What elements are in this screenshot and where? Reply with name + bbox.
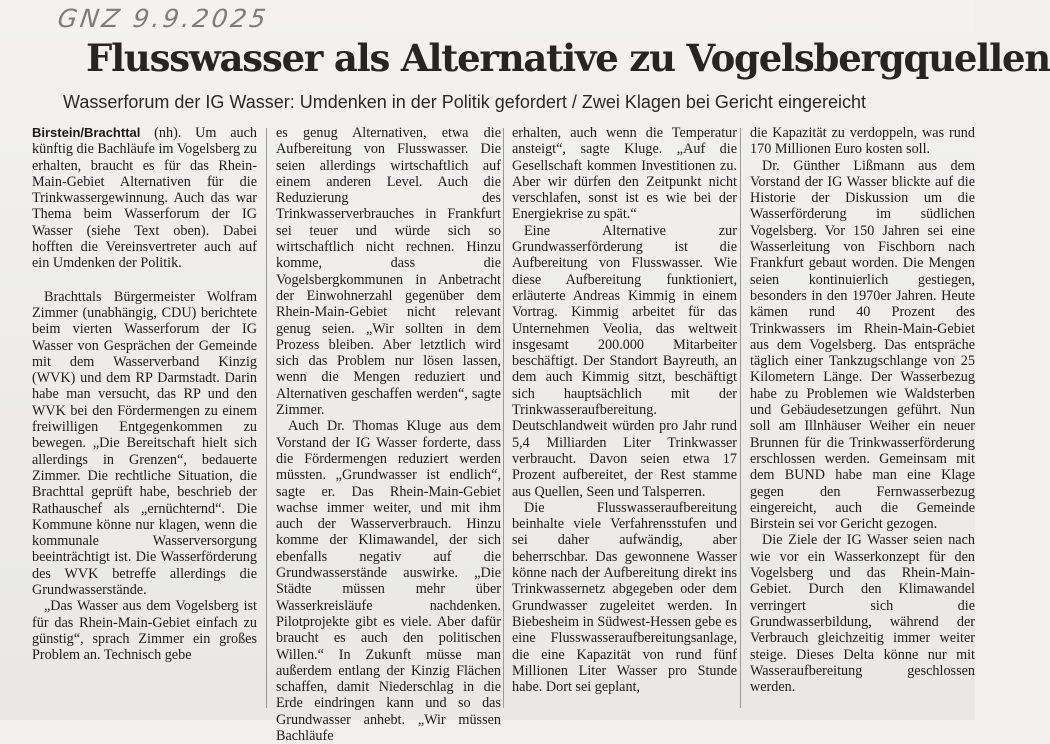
column-divider <box>740 128 741 708</box>
article-headline: Flusswasser als Alternative zu Vogelsbergquellen <box>86 36 1050 80</box>
article-column-4 <box>750 125 975 715</box>
column-1-paragraph-2: Brachttals Bürgermeister Wolfram Zimmer (unabhängig, CDU) berichtete beim vierten Wasserforum der IG Wasser von Gesprächen der Gemeinde mit dem Wasserverband Kinzig (WVK) und dem RP Darmstadt. Darin habe man versucht, das RP und den WVK bei den Fördermengen zu einem freiwilligen Entgegenkommen zu bewegen. „Die Bereitschaft hielt sich allerdings in Grenzen“, bedauerte Zimmer. Die rechtliche Situation, die Brachttal geprüft habe, beschrieb der Rathauschef als „ernüchternd“. Die Kommune könne nur klagen, wenn die kommunale Wasserversorgung beeinträchtigt ist. Die Wasserförderung des WVK betreffe allerdings die Grundwasserstände. <box>32 288 257 599</box>
column-3-paragraph-2: Eine Alternative zur Grundwasserförderung ist die Aufbereitung von Flusswasser. Wie diese Aufbereitung funktioniert, erläuterte Andreas Kimmig in einem Vortrag. Kimmig arbeitet für das Unternehmen Veolia, das weltweit insgesamt 200.000 Mitarbeiter beschäftigt. Der Standort Bayreuth, an dem auch Kimmig sitzt, beschäftigt sich hauptsächlich mit der Trinkwasseraufbereitung. Deutschlandweit würden pro Jahr rund 5,4 Milliarden Liter Trinkwasser verbraucht. Davon seien etwa 17 Prozent aufbereitet, der Rest stamme aus Quellen, Seen und Talsperren. <box>512 222 737 500</box>
column-2-paragraph-1: es genug Alternativen, etwa die Aufbereitung von Flusswasser. Die seien allerdings wirtschaftlich auf einem anderen Level. Auch die Reduzierung des Trinkwasserverbrauches in Frankfurt sei teuer und würde sich so wirtschaftlich nicht rechnen. Hinzu komme, dass die Vogelsbergkommunen in Anbetracht der Einwohnerzahl gegenüber dem Rhein-Main-Gebiet nicht relevant genug seien. „Wir sollten in dem Prozess bleiben. Aber letztlich wird sich das Problem nur lösen lassen, wenn die Mengen reduziert und Alternativen geschaffen werden“, sagte Zimmer. <box>276 125 501 419</box>
column-2-paragraph-2: Auch Dr. Thomas Kluge aus dem Vorstand der IG Wasser forderte, dass die Fördermengen reduziert werden müssten. „Grundwasser ist endlich“, sagte er. Das Rhein-Main-Gebiet wachse immer weiter, und mit ihm auch der Wasserverbrauch. Hinzu komme der Klimawandel, der sich ebenfalls negativ auf die Grundwasserstände auswirke. „Die Städte müssen mehr über Wasserkreisläufe nachdenken. Pilotprojekte gibt es viele. Aber dafür braucht es auch den politischen Willen.“ In Zukunft müsse man außerdem entlang der Kinzig Flächen schaffen, damit Niederschlag in die Erde eindringen kann und so das Grundwasser anhebt. „Wir müssen Bachläufe <box>276 418 501 744</box>
column-4-paragraph-3: Die Ziele der IG Wasser seien nach wie vor ein Wasserkonzept für den Vogelsberg und das Rhein-Main-Gebiet. Durch den Klimawandel verringert sich die Grundwasserbildung, während der Verbrauch gleichzeitig immer weiter steige. Dieses Delta könne nur mit Wasseraufbereitung geschlossen werden. <box>750 532 975 696</box>
column-divider <box>266 128 267 708</box>
column-1-paragraph-1 <box>32 125 257 272</box>
column-divider <box>503 128 504 708</box>
column-4-paragraph-1: die Kapazität zu verdoppeln, was rund 170 Millionen Euro kosten soll. <box>750 125 975 158</box>
article-column-1 <box>32 125 257 715</box>
column-4-paragraph-2: Dr. Günther Lißmann aus dem Vorstand der IG Wasser blickte auf die Historie der Diskussion um die Wasserförderung im südlichen Vogelsberg. Vor 150 Jahren sei eine Wasserleitung von Fischborn nach Frankfurt gebaut worden. Die Mengen seien kontinuierlich gestiegen, besonders in den 1970er Jahren. Heute kämen rund 40 Prozent des Trinkwassers im Rhein-Main-Gebiet aus dem Vogelsberg. Das entspräche täglich einer Tankzugschlange von 25 Kilometern Länge. Der Wasserbezug habe zu Problemen wie Waldsterben und Gebäudesetzungen geführt. Nun soll am Illnhäuser Weiher ein neuer Brunnen für die Trinkwasserförderung erschlossen werden. Gemeinsam mit dem BUND habe man eine Klage gegen den Fernwasserbezug eingereicht, auch die Gemeinde Birstein sei vor Gericht gezogen. <box>750 157 975 533</box>
article-subheadline: Wasserforum der IG Wasser: Umdenken in der Politik gefordert / Zwei Klagen bei Gericht eingereicht <box>63 92 866 112</box>
article-column-2 <box>276 125 501 744</box>
article-column-3 <box>512 125 737 715</box>
column-1-lead-text: (nh). Um auch künftig die Bachläufe im Vogelsberg zu erhalten, braucht es für das Rhein-Main-Gebiet Alternativen für die Trinkwassergewinnung. Auch das war Thema beim Wasserforum der IG Wasser (siehe Text oben). Dabei hofften die Vereinsvertreter auch auf ein Umdenken der Politik. <box>32 125 258 272</box>
column-1-paragraph-3: „Das Wasser aus dem Vogelsberg ist für das Rhein-Main-Gebiet einfach zu günstig“, sprach Zimmer ein großes Problem an. Technisch gebe <box>32 598 257 664</box>
dateline: Birstein/Brachttal <box>32 125 141 140</box>
handwritten-date-note: GNZ 9.9.2025 <box>55 4 271 33</box>
column-3-paragraph-3: Die Flusswasseraufbereitung beinhalte viele Verfahrensstufen und sei daher aufwändig, aber beherrschbar. Das gewonnene Wasser könne nach der Aufbereitung direkt ins Trinkwassernetz abgegeben oder dem Grundwasser zugeleitet werden. In Biebesheim in Südwest-Hessen gebe es eine Flusswasseraufbereitungsanlage, die eine Kapazität von rund fünf Millionen Liter Wasser pro Stunde habe. Dort sei geplant, <box>512 499 737 696</box>
column-3-paragraph-1: erhalten, auch wenn die Temperatur ansteigt“, sagte Kluge. „Auf die Gesellschaft kommen Investitionen zu. Aber wir dürfen den Zeitpunkt nicht verschlafen, sonst ist es wie bei der Energiekrise zu spät.“ <box>512 125 737 223</box>
